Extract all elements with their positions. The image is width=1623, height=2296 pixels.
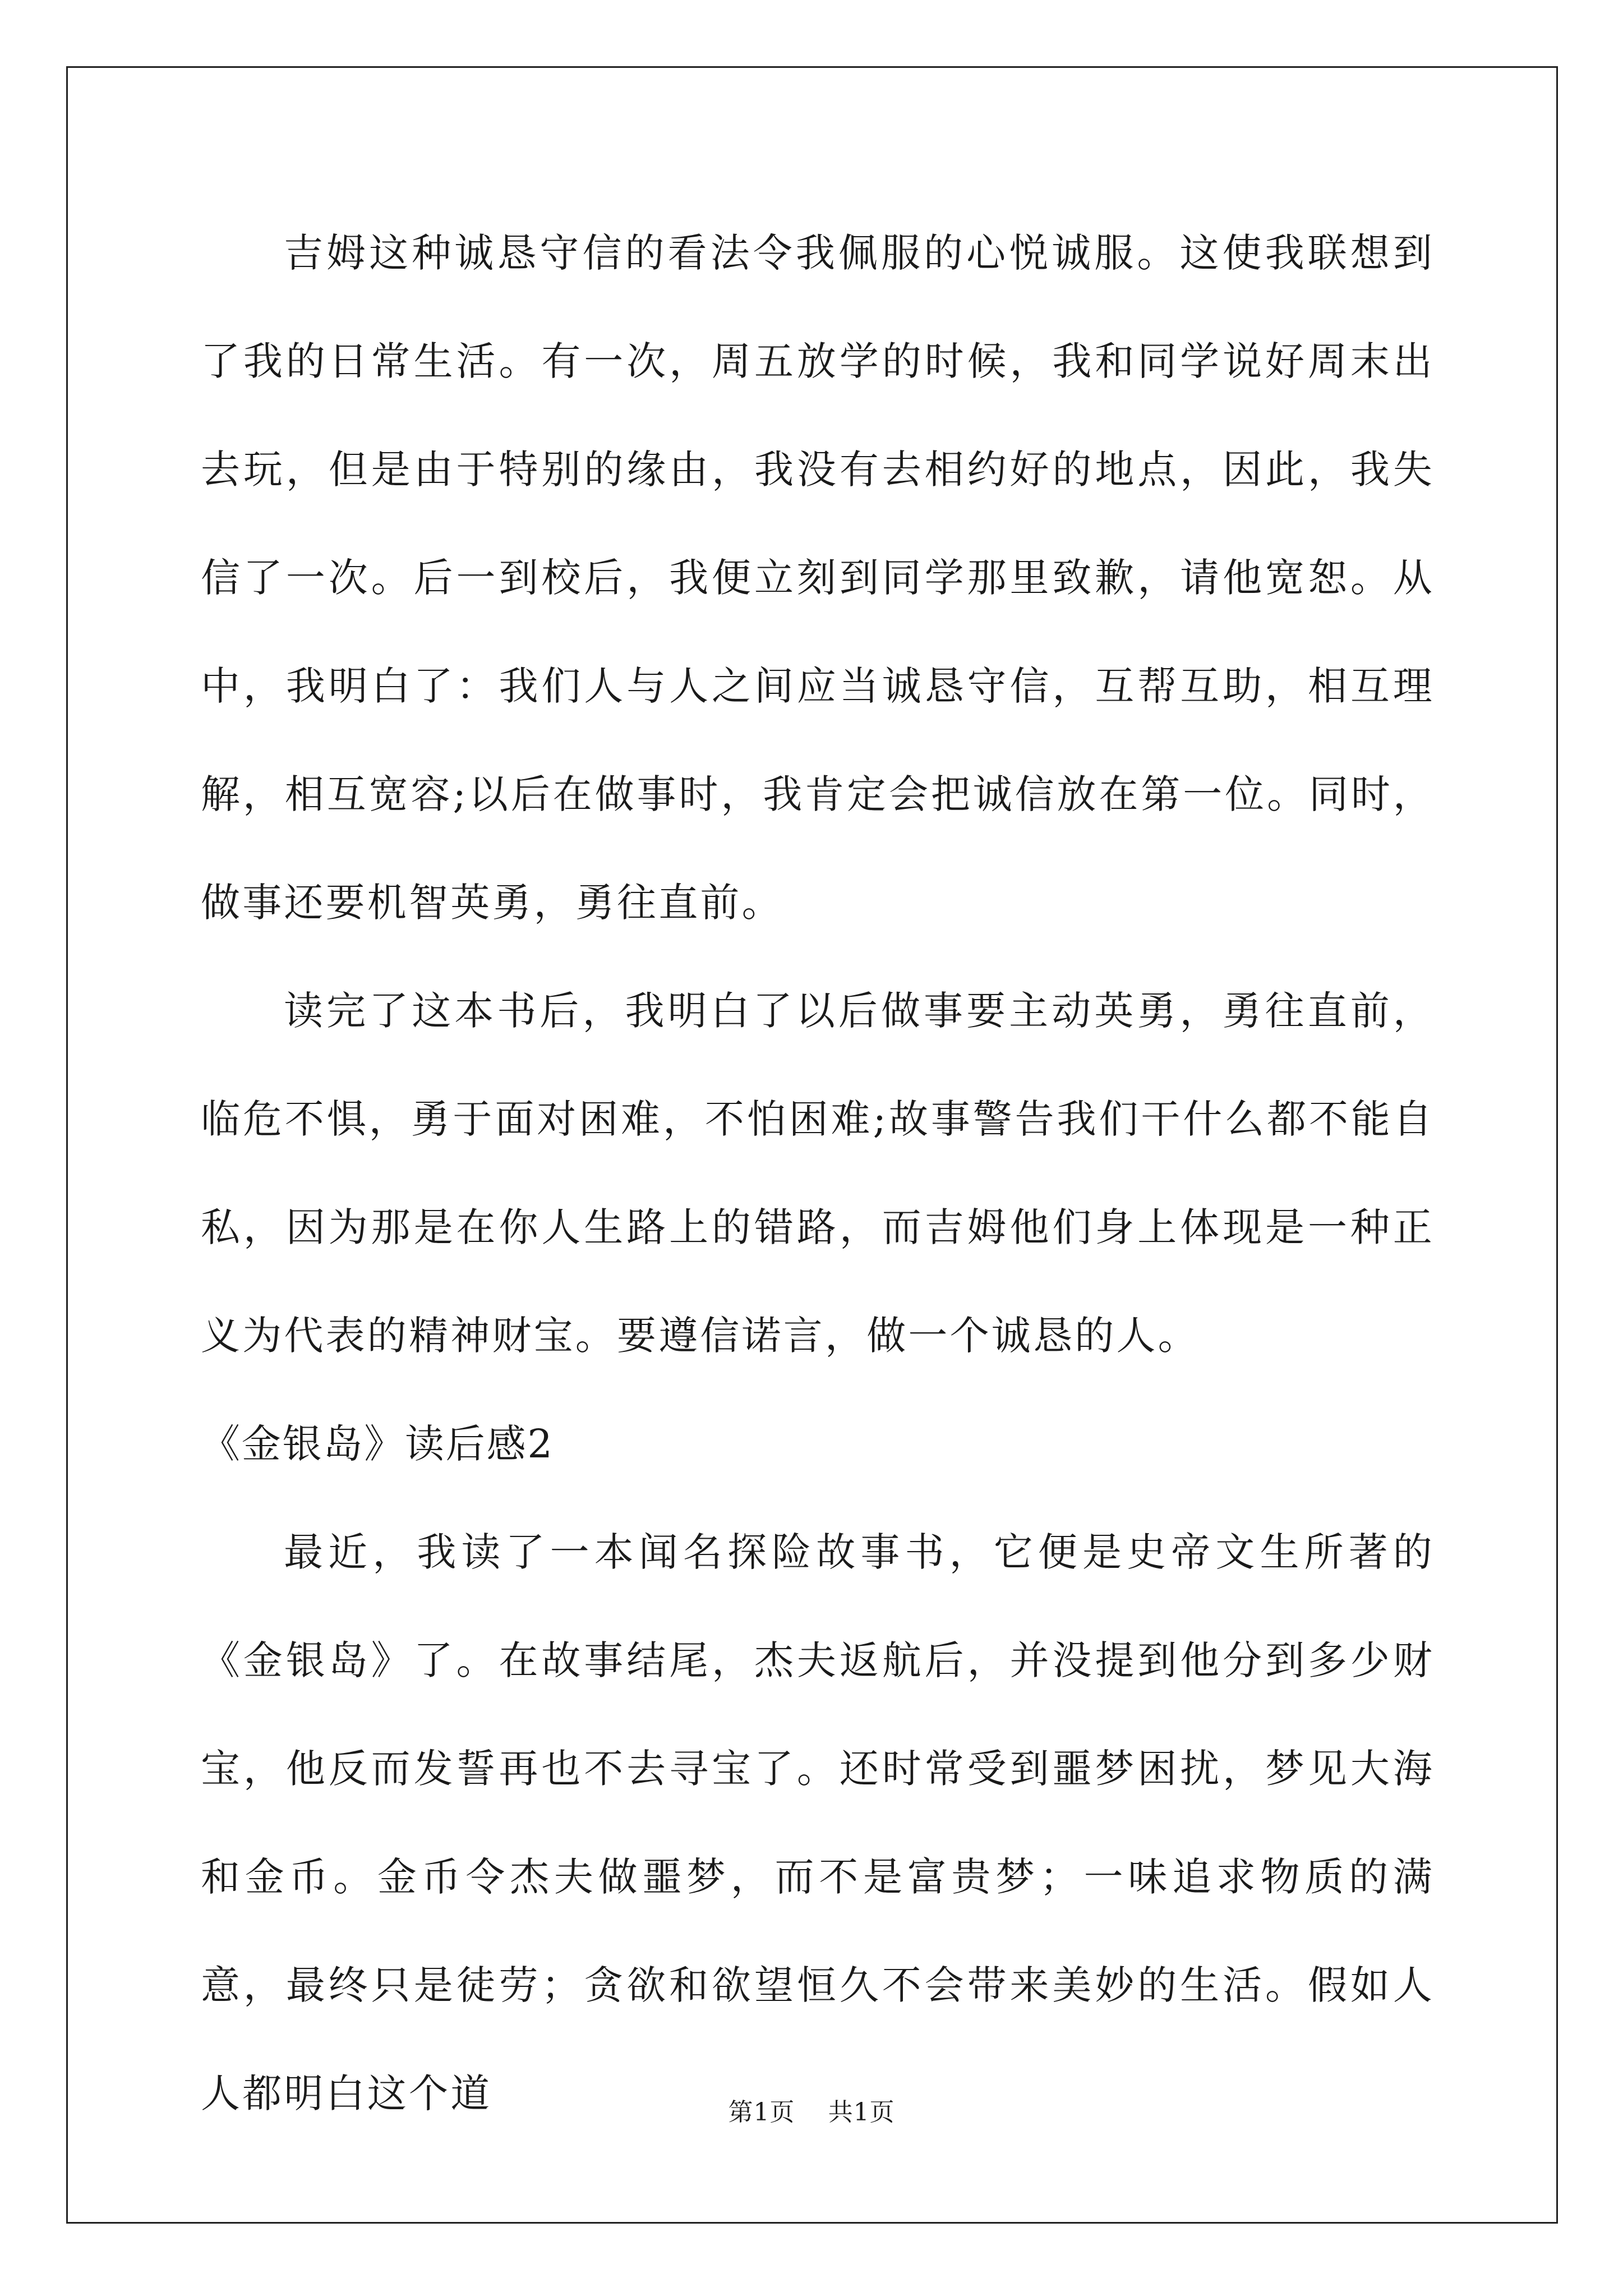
paragraph: 读完了这本书后，我明白了以后做事要主动英勇，勇往直前，临危不惧，勇于面对困难，不怕困难;故事警告我们干什么都不能自私，因为那是在你人生路上的错路，而吉姆他们身上体现是一种正义为代表的精神财宝。要遵信诺言，做一个诚恳的人。 xyxy=(201,988,1435,1359)
page-number: 第1页 xyxy=(728,2098,795,2127)
page-footer xyxy=(0,2096,1623,2129)
section-title: 《金银岛》读后感2 xyxy=(201,1421,554,1467)
document-body xyxy=(201,199,1435,2148)
paragraph: 最近，我读了一本闻名探险故事书，它便是史帝文生所著的《金银岛》了。在故事结尾，杰夫返航后，并没提到他分到多少财宝，他反而发誓再也不去寻宝了。还时常受到噩梦困扰，梦见大海和金币。金币令杰夫做噩梦，而不是富贵梦；一味追求物质的满意，最终只是徒劳；贪欲和欲望恒久不会带来美妙的生活。假如人人都明白这个道 xyxy=(201,1529,1435,2116)
page-total: 共1页 xyxy=(828,2098,895,2127)
paragraph: 吉姆这种诚恳守信的看法令我佩服的心悦诚服。这使我联想到了我的日常生活。有一次，周五放学的时候，我和同学说好周末出去玩，但是由于特别的缘由，我没有去相约好的地点，因此，我失信了一次。后一到校后，我便立刻到同学那里致歉，请他宽恕。从中，我明白了：我们人与人之间应当诚恳守信，互帮互助，相互理解，相互宽容;以后在做事时，我肯定会把诚信放在第一位。同时，做事还要机智英勇，勇往直前。 xyxy=(201,230,1435,926)
